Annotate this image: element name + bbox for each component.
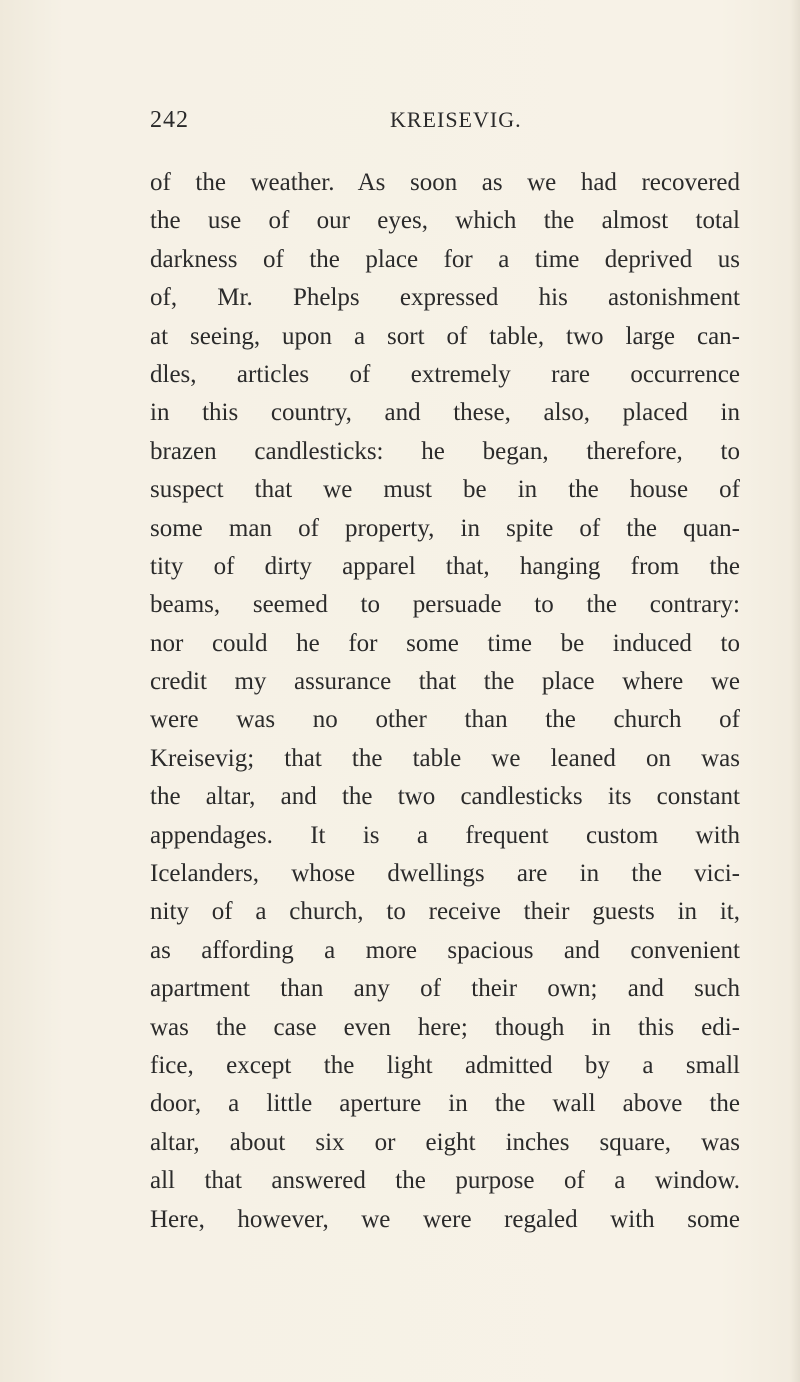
text-line: some man of property, in spite of the quan- [150, 514, 740, 542]
body-text [150, 164, 740, 1239]
text-line: at seeing, upon a sort of table, two large can- [150, 322, 740, 350]
text-line: altar, about six or eight inches square, was [150, 1128, 740, 1156]
text-line: fice, except the light admitted by a small [150, 1051, 740, 1079]
text-line: darkness of the place for a time deprived us [150, 245, 740, 273]
text-line: nor could he for some time be induced to [150, 629, 740, 657]
text-line: beams, seemed to persuade to the contrary: [150, 591, 740, 619]
text-line: brazen candlesticks: he began, therefore, to [150, 437, 740, 465]
text-line: as affording a more spacious and convenient [150, 936, 740, 964]
text-line: all that answered the purpose of a window. [150, 1167, 740, 1195]
page-number: 242 [150, 107, 189, 133]
text-line: dles, articles of extremely rare occurrence [150, 360, 740, 388]
text-line: was the case even here; though in this edi- [150, 1013, 740, 1041]
text-line: apartment than any of their own; and such [150, 975, 740, 1003]
text-line: Here, however, we were regaled with some [150, 1205, 740, 1233]
running-head: KREISEVIG. [390, 107, 522, 132]
page-edge-shadow [790, 0, 800, 1382]
page-header [150, 107, 740, 137]
text-line: tity of dirty apparel that, hanging from the [150, 552, 740, 580]
text-line: the altar, and the two candlesticks its constant [150, 783, 740, 811]
text-line: door, a little aperture in the wall above the [150, 1090, 740, 1118]
text-line: were was no other than the church of [150, 706, 740, 734]
text-line: in this country, and these, also, placed in [150, 399, 740, 427]
text-line: of, Mr. Phelps expressed his astonishment [150, 284, 740, 312]
text-line: the use of our eyes, which the almost total [150, 207, 740, 235]
text-line: suspect that we must be in the house of [150, 476, 740, 504]
text-line: credit my assurance that the place where we [150, 668, 740, 696]
text-line: Kreisevig; that the table we leaned on was [150, 744, 740, 772]
text-line: appendages. It is a frequent custom with [150, 821, 740, 849]
text-line: nity of a church, to receive their guests in it, [150, 898, 740, 926]
text-line: of the weather. As soon as we had recovered [150, 169, 740, 196]
text-line: Icelanders, whose dwellings are in the vici- [150, 860, 740, 888]
